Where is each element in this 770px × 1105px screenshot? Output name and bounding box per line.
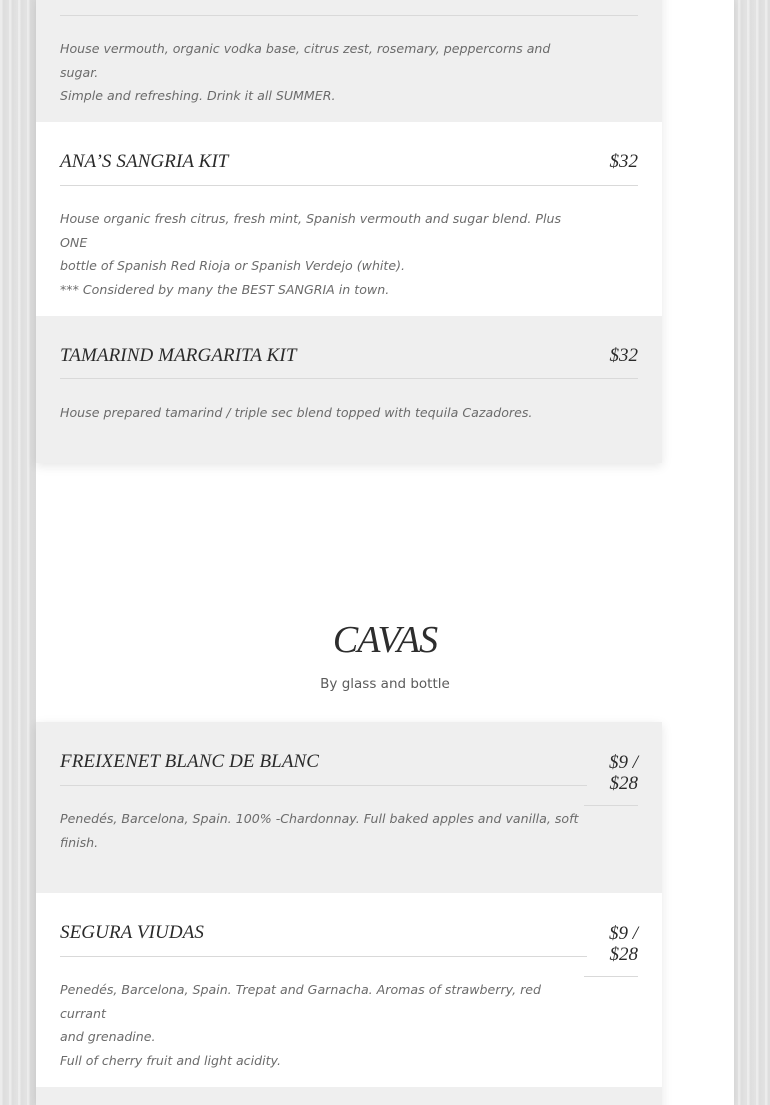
menu-item-price: $9 / $28 [584,923,638,977]
menu-item-top-description: House vermouth, organic vodka base, citrus zest, rosemary, peppercorns and sugar. Simple and refreshing. Drink it all SUMMER. [60,41,551,103]
menu-item-description: House organic fresh citrus, fresh mint, Spanish vermouth and sugar blend. Plus ONE bottle of Spanish Red Rioja or Spanish Verdejo (white). *** Considered by many the BEST SANGRIA in town. [60,211,562,297]
menu-item-header [60,151,638,186]
menu-item-header [60,345,638,379]
menu-item-price: $9 / $28 [584,752,638,806]
menu-item-name: TAMARIND MARGARITA KIT [60,345,297,366]
cocktail-kits-card [36,0,662,463]
cavas-card [36,722,662,1105]
menu-item-next [36,1087,662,1105]
menu-item-name: ANA’S SANGRIA KIT [60,151,229,172]
menu-item-price: $32 [609,151,638,172]
menu-item-header [60,922,587,957]
menu-item-freixenet[interactable] [36,722,662,893]
menu-item-top-header [60,0,638,16]
menu-item-tamarind-margarita-kit[interactable] [36,316,662,463]
menu-item-top [36,0,662,122]
menu-item-description: House prepared tamarind / triple sec blend topped with tequila Cazadores. [60,405,533,420]
menu-item-description: Penedés, Barcelona, Spain. Trepat and Garnacha. Aromas of strawberry, red currant and grenadine. Full of cherry fruit and light acidity. [60,982,542,1068]
menu-item-name: SEGURA VIUDAS [60,922,204,943]
menu-item-name: FREIXENET BLANC DE BLANC [60,751,320,772]
menu-item-sangria-kit[interactable] [36,122,662,316]
menu-item-price: $32 [609,345,638,366]
section-subtitle-cavas: By glass and bottle [320,676,450,692]
menu-item-header [60,751,587,786]
menu-item-segura-viudas[interactable] [36,893,662,1087]
section-title-cavas: CAVAS [332,619,438,661]
menu-item-description: Penedés, Barcelona, Spain. 100% -Chardonnay. Full baked apples and vanilla, soft finish. [60,811,579,850]
